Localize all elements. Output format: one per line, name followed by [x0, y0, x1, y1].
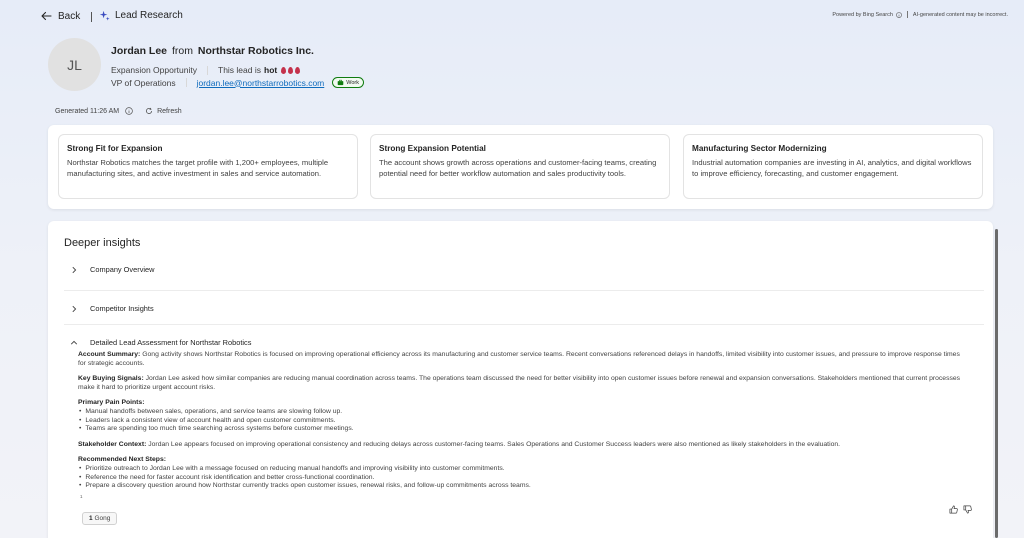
refresh-button[interactable]	[145, 107, 182, 115]
source-chip-gong[interactable]	[82, 512, 117, 525]
lead-name: Jordan Lee	[111, 45, 168, 57]
briefcase-icon	[337, 79, 344, 86]
sparkle-icon	[99, 10, 110, 21]
work-badge	[332, 77, 364, 88]
chevron-right-icon	[70, 305, 78, 313]
next-steps-list	[78, 465, 968, 491]
insight-card	[370, 134, 670, 199]
lead-status-value: hot	[264, 65, 278, 75]
accordion-label: Detailed Lead Assessment for Northstar Robotics	[90, 338, 252, 347]
section-title: Deeper insights	[64, 237, 141, 249]
insight-card	[683, 134, 983, 199]
generated-row	[55, 107, 182, 115]
divider	[91, 12, 92, 22]
ai-disclaimer: AI-generated content may be incorrect.	[912, 11, 1008, 18]
accordion-lead-assessment[interactable]	[64, 338, 984, 347]
accordion-label: Company Overview	[90, 265, 155, 274]
account-summary-text: Gong activity shows Northstar Robotics is focused on improving operational efficiency across its manufacturing and customer service teams. Recent conversations referenced delays in handoffs, limited visibility into customer issues, and pressure to improve response times for strategic accounts.	[78, 351, 960, 367]
account-summary-label: Account Summary:	[78, 351, 141, 358]
thumbs-up-icon	[949, 505, 958, 514]
buying-signals-text: Jordan Lee asked how similar companies are reducing manual coordination across teams. The operations team discussed the need for better visibility into open customer issues before renewal and expansion conversations. Stakeholders mentioned that current processes make it hard to prioritize urgent account risks.	[78, 375, 961, 391]
accordion-competitor-insights[interactable]	[64, 304, 984, 313]
source-name: Gong	[94, 515, 111, 522]
stakeholder-context-label: Stakeholder Context:	[78, 440, 147, 448]
list-item: • Prioritize outreach to Jordan Lee with a message focused on reducing manual handoffs and improving visibility into customer commitments.	[78, 465, 968, 474]
avatar	[48, 38, 101, 91]
divider	[64, 324, 984, 325]
next-steps	[78, 456, 968, 501]
stakeholder-context	[78, 441, 968, 450]
back-button[interactable]	[40, 10, 80, 22]
insight-card-body: Industrial automation companies are investing in AI, analytics, and digital workflows to improve efficiency, forecasting, and customer engagement.	[692, 158, 972, 178]
powered-by-text: Powered by Bing Search	[832, 11, 893, 18]
top-bar	[0, 0, 1024, 36]
pain-points-label: Primary Pain Points:	[78, 399, 145, 407]
company-name: Northstar Robotics Inc.	[197, 45, 314, 57]
app-title	[99, 10, 183, 21]
lead-status-prefix: This lead is	[218, 65, 261, 75]
lead-contact-row	[111, 77, 364, 88]
accordion-label: Competitor Insights	[90, 304, 154, 313]
insight-card-title: Strong Expansion Potential	[379, 144, 486, 153]
pain-points	[78, 399, 968, 433]
info-icon[interactable]	[896, 12, 902, 18]
chevron-up-icon	[70, 339, 78, 347]
lead-assessment-content	[78, 351, 968, 501]
buying-signals	[78, 375, 968, 392]
insight-card-body: Northstar Robotics matches the target profile with 1,200+ employees, multiple manufacturing sites, and active investment in sales and service automation.	[67, 158, 329, 178]
account-summary	[78, 351, 968, 368]
refresh-label: Refresh	[157, 107, 182, 115]
insight-card-title: Strong Fit for Expansion	[67, 144, 163, 153]
info-icon[interactable]	[125, 107, 133, 115]
divider	[186, 78, 187, 87]
hot-flame-icons	[281, 67, 300, 74]
pain-points-list	[78, 408, 968, 434]
accordion-company-overview[interactable]	[64, 265, 984, 274]
list-item: • Teams are spending too much time searching across systems before customer meetings.	[78, 425, 968, 434]
insight-card-title: Manufacturing Sector Modernizing	[692, 144, 827, 153]
list-item: • Reference the need for faster account risk identification and better cross-functional coordination.	[78, 474, 968, 483]
divider	[207, 66, 208, 75]
thumbs-down-icon	[963, 505, 972, 514]
opportunity-type: Expansion Opportunity	[111, 65, 197, 75]
job-title: VP of Operations	[111, 77, 176, 88]
lead-name-line	[111, 45, 314, 57]
lead-meta-row	[111, 65, 300, 75]
source-number: 1	[89, 515, 93, 522]
list-item: • Leaders lack a consistent view of account health and open customer commitments.	[78, 417, 968, 426]
flame-icon	[295, 67, 300, 74]
avatar-initials: JL	[67, 56, 82, 73]
scrollbar[interactable]	[995, 229, 998, 538]
flame-icon	[281, 67, 286, 74]
email-link[interactable]: jordan.lee@northstarrobotics.com	[196, 77, 325, 88]
from-label: from	[171, 45, 193, 57]
thumbs-down-button[interactable]	[963, 505, 972, 514]
flame-icon	[288, 67, 293, 74]
list-item: • Manual handoffs between sales, operations, and service teams are slowing follow up.	[78, 408, 968, 417]
deeper-insights-panel	[48, 221, 993, 538]
powered-by	[832, 11, 1008, 18]
thumbs-up-button[interactable]	[949, 505, 958, 514]
insight-card	[58, 134, 358, 199]
buying-signals-label: Key Buying Signals:	[78, 375, 144, 383]
chevron-right-icon	[70, 266, 78, 274]
divider	[64, 290, 984, 291]
citation-marker[interactable]: 1	[80, 493, 83, 499]
arrow-left-icon	[40, 10, 52, 22]
refresh-icon	[145, 107, 153, 115]
divider	[907, 11, 908, 18]
back-label: Back	[58, 10, 81, 22]
stakeholder-context-text: Jordan Lee appears focused on improving operational consistency and reducing delays across customer-facing teams. Sales Operations and Customer Success leaders were also mentioned as likely stakeholders in the evaluation.	[148, 440, 841, 448]
list-item: • Prepare a discovery question around how Northstar currently tracks open customer issues, renewal risks, and follow-up commitments across teams.	[78, 482, 968, 491]
insight-card-body: The account shows growth across operations and customer-facing teams, creating potential need for better workflow automation and sales productivity tools.	[379, 158, 657, 178]
work-badge-label: Work	[346, 79, 359, 86]
app-title-text: Lead Research	[115, 10, 183, 21]
generated-time: Generated 11:26 AM	[55, 107, 120, 115]
summary-cards-panel	[48, 125, 993, 209]
next-steps-label: Recommended Next Steps:	[78, 456, 167, 464]
